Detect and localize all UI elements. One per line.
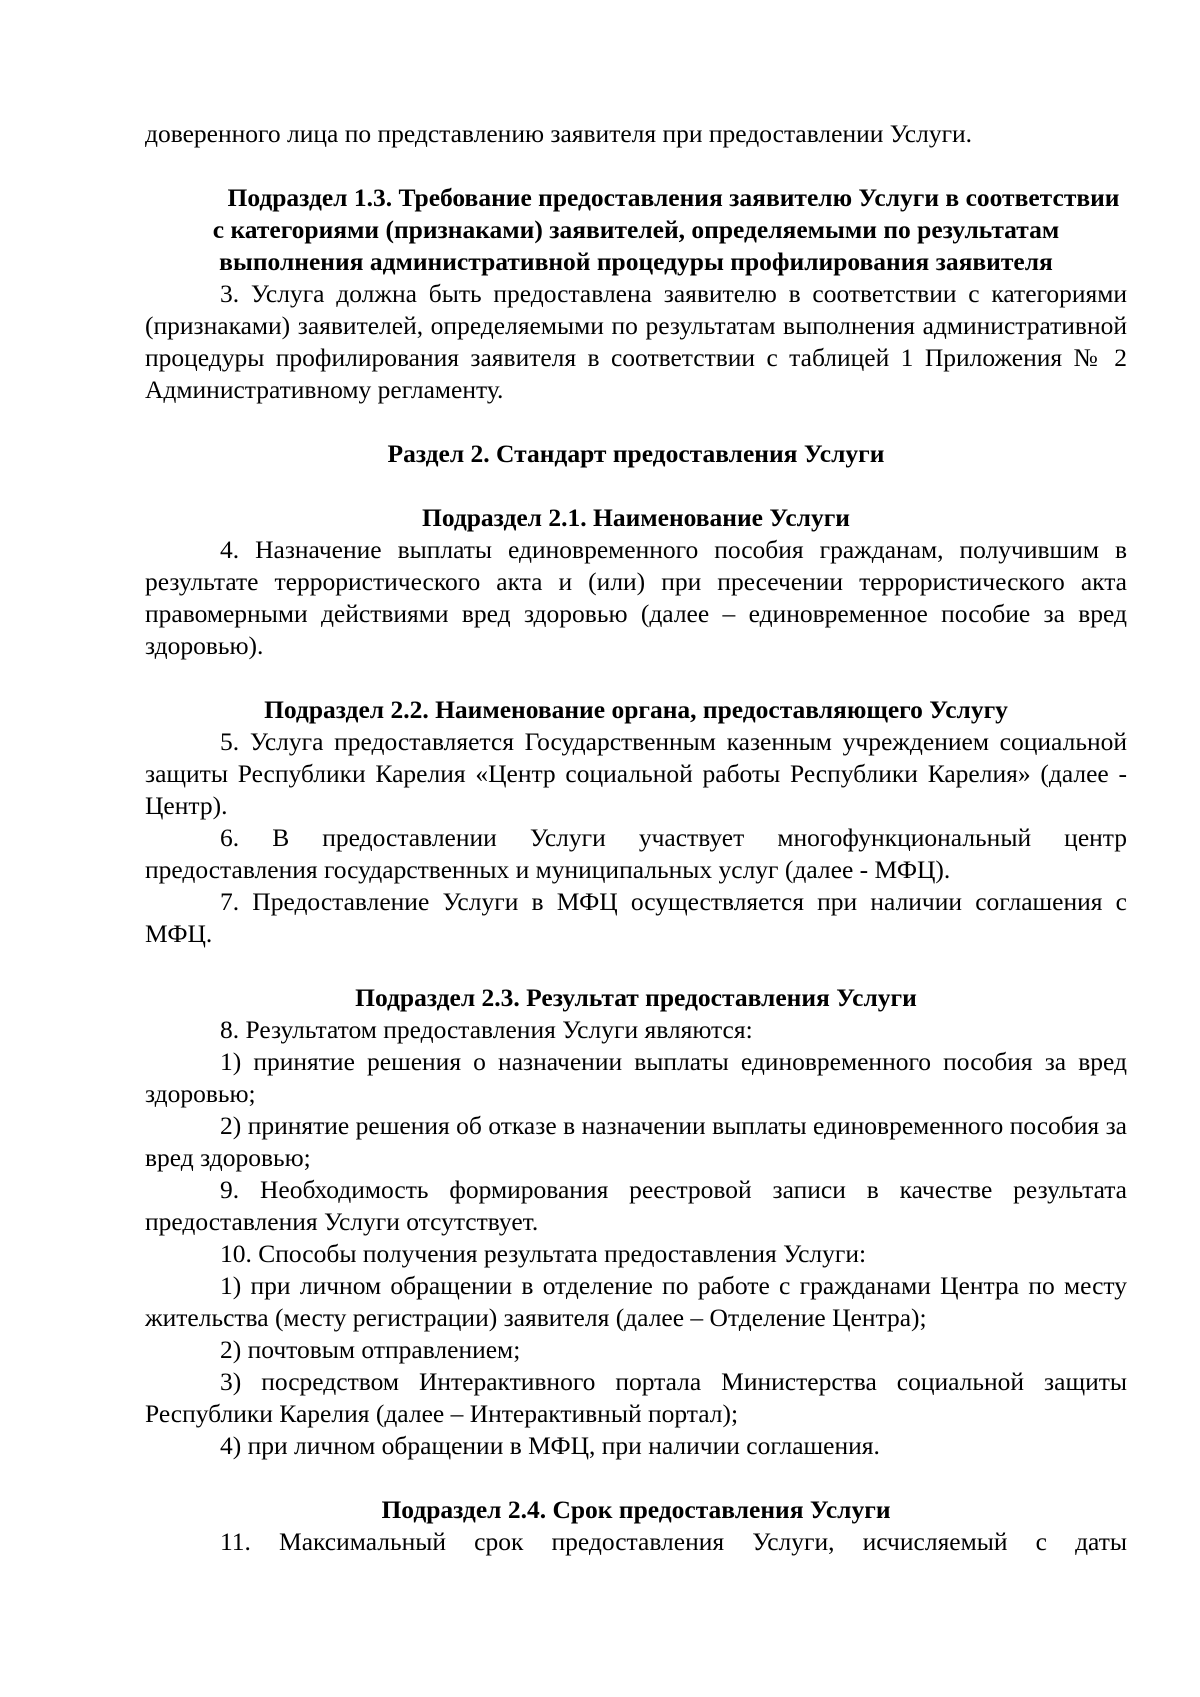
paragraph-7: 7. Предоставление Услуги в МФЦ осуществляется при наличии соглашения с МФЦ. — [145, 887, 1127, 948]
paragraph-10: 10. Способы получения результата предоставления Услуги: — [220, 1239, 867, 1268]
subsection-2-1-heading: Подраздел 2.1. Наименование Услуги — [422, 503, 850, 532]
paragraph-8-item-1: 1) принятие решения о назначении выплаты единовременного пособия за вред здоровью; — [145, 1047, 1127, 1108]
paragraph-8-item-2: 2) принятие решения об отказе в назначении выплаты единовременного пособия за вред здоровью; — [145, 1111, 1127, 1172]
paragraph-11: 11. Максимальный срок предоставления Услуги, исчисляемый с даты — [220, 1527, 1127, 1556]
paragraph-3: 3. Услуга должна быть предоставлена заявителю в соответствии с категориями (признаками) заявителей, определяемыми по результатам выполнения административной процедуры профилирования заявителя в соответствии с таблицей 1 Приложения № 2 Административному регламенту. — [145, 279, 1127, 404]
spacer — [145, 662, 1127, 694]
paragraph-8: 8. Результатом предоставления Услуги являются: — [220, 1015, 753, 1044]
paragraph-10-item-1: 1) при личном обращении в отделение по работе с гражданами Центра по месту жительства (месту регистрации) заявителя (далее – Отделение Центра); — [145, 1271, 1127, 1332]
spacer — [145, 406, 1127, 438]
spacer — [145, 950, 1127, 982]
paragraph-10-item-2: 2) почтовым отправлением; — [220, 1335, 521, 1364]
paragraph-5: 5. Услуга предоставляется Государственным казенным учреждением социальной защиты Республики Карелия «Центр социальной работы Республики Карелия» (далее - Центр). — [145, 727, 1127, 820]
spacer — [145, 1462, 1127, 1494]
subsection-2-4-heading: Подраздел 2.4. Срок предоставления Услуги — [381, 1495, 891, 1524]
subsection-2-3-heading: Подраздел 2.3. Результат предоставления Услуги — [355, 983, 917, 1012]
paragraph-9: 9. Необходимость формирования реестровой записи в качестве результата предоставления Услуги отсутствует. — [145, 1175, 1127, 1236]
subsection-1-3-heading: Подраздел 1.3. Требование предоставления заявителю Услуги в соответствии с категориями (признаками) заявителей, определяемыми по результатам выполнения административной процедуры профилирования заявителя — [212, 183, 1120, 276]
paragraph-4: 4. Назначение выплаты единовременного пособия гражданам, получившим в результате террористического акта и (или) при пресечении террористического акта правомерными действиями вред здоровью (далее – единовременное пособие за вред здоровью). — [145, 535, 1127, 660]
subsection-2-2-heading: Подраздел 2.2. Наименование органа, предоставляющего Услугу — [264, 695, 1008, 724]
paragraph-continuation: доверенного лица по представлению заявителя при предоставлении Услуги. — [145, 119, 973, 148]
section-2-heading: Раздел 2. Стандарт предоставления Услуги — [387, 439, 885, 468]
paragraph-10-item-4: 4) при личном обращении в МФЦ, при наличии соглашения. — [220, 1431, 880, 1460]
spacer — [145, 150, 1127, 182]
paragraph-6: 6. В предоставлении Услуги участвует многофункциональный центр предоставления государственных и муниципальных услуг (далее - МФЦ). — [145, 823, 1127, 884]
paragraph-10-item-3: 3) посредством Интерактивного портала Министерства социальной защиты Республики Карелия (далее – Интерактивный портал); — [145, 1367, 1127, 1428]
spacer — [145, 470, 1127, 502]
document-page — [145, 118, 1127, 1558]
